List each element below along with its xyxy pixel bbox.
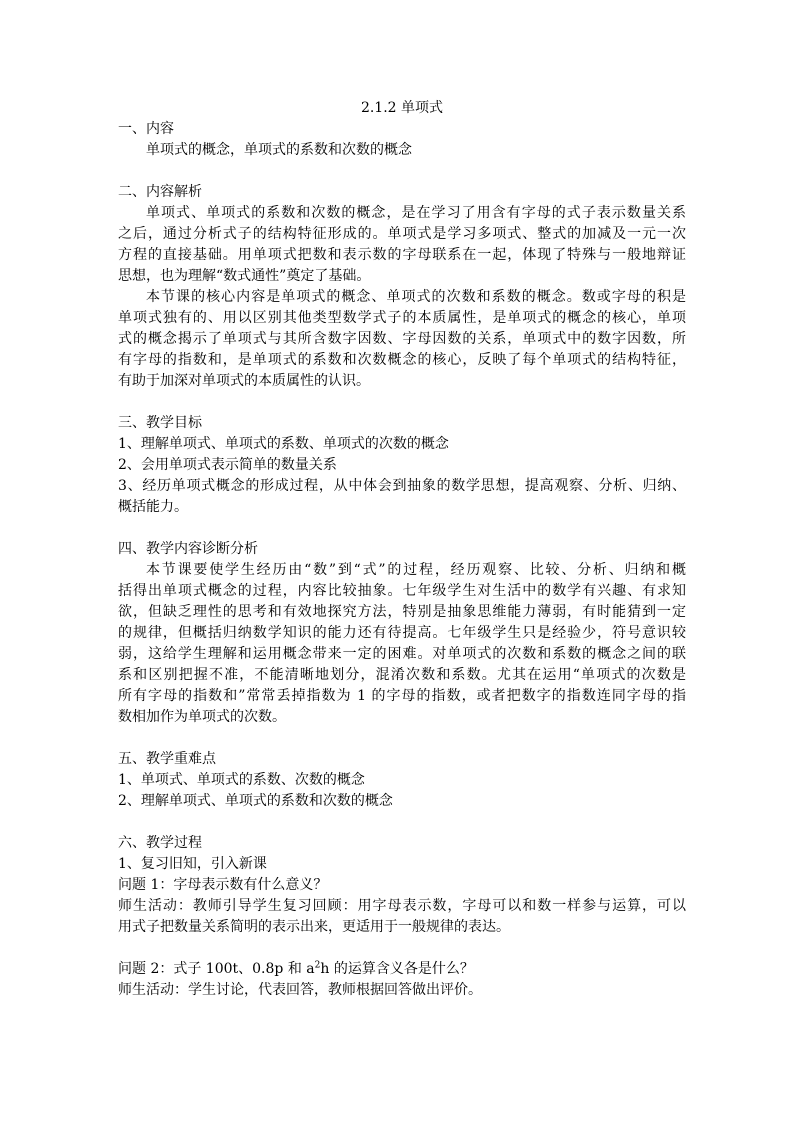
- answer-2: 师生活动：学生讨论，代表回答，教师根据回答做出评价。: [118, 982, 482, 998]
- question-2-prefix: 问题 2：式子 100t、0.8p 和 a: [118, 961, 315, 977]
- paragraph-line: 有字母的指数和，是单项式的系数和次数概念的核心，反映了每个单项式的结构特征，: [118, 352, 686, 368]
- paragraph-line: 单项式独有的、用以区别其他类型数学式子的本质属性，是单项式的概念的核心，单项: [118, 310, 686, 326]
- goal-item-3: [118, 476, 686, 518]
- section-heading-key-points: 五、教学重难点: [118, 751, 216, 767]
- section-heading-content: 一、内容: [118, 121, 174, 137]
- exponent: 2: [314, 960, 321, 971]
- section-heading-analysis: 二、内容解析: [118, 184, 202, 200]
- section-heading-diagnosis: 四、教学内容诊断分析: [118, 541, 258, 557]
- spacer: [118, 518, 686, 539]
- paragraph-line: 本节课的核心内容是单项式的概念、单项式的次数和系数的概念。数或字母的积是: [146, 289, 686, 305]
- paragraph-line: 弱，这给学生理解和运用概念带来一定的困难。对单项式的次数和系数的概念之间的联: [118, 646, 686, 662]
- key-point-item: 1、单项式、单项式的系数、次数的概念: [118, 772, 365, 788]
- spacer: [118, 812, 686, 833]
- process-step: 1、复习旧知，引入新课: [118, 856, 267, 872]
- paragraph-line: 有助于加深对单项式的本质属性的认识。: [118, 373, 370, 389]
- question-2: [118, 959, 686, 980]
- paragraph-line: 师生活动：教师引导学生复习回顾：用字母表示数，字母可以和数一样参与运算，可以: [118, 898, 686, 914]
- content-line: 单项式的概念，单项式的系数和次数的概念: [146, 142, 412, 158]
- paragraph-line: 方程的直接基础。用单项式把数和表示数的字母联系在一起，体现了特殊与一般地辩证: [118, 247, 686, 263]
- question-1: 问题 1：字母表示数有什么意义？: [118, 877, 328, 893]
- paragraph-line: 欲，但缺乏理性的思考和有效地探究方法，特别是抽象思维能力薄弱，有时能猜到一定: [118, 604, 686, 620]
- answer-1: [118, 896, 686, 938]
- paragraph-line: 的规律，但概括归纳数学知识的能力还有待提高。七年级学生只是经验少，符号意识较: [118, 625, 686, 641]
- diagnosis-paragraph: [118, 560, 686, 728]
- section-heading-goals: 三、教学目标: [118, 415, 202, 431]
- paragraph-line: 式的概念揭示了单项式与其所含数字因数、字母因数的关系，单项式中的数字因数，所: [118, 331, 686, 347]
- paragraph-line: 括得出单项式概念的过程，内容比较抽象。七年级学生对生活中的数学有兴趣、有求知: [118, 583, 686, 599]
- paragraph-line: 之后，通过分析式子的结构特征形成的。单项式是学习多项式、整式的加减及一元一次: [118, 226, 686, 242]
- document-page: [118, 98, 686, 1001]
- spacer: [118, 728, 686, 749]
- paragraph-line: 数相加作为单项式的次数。: [118, 709, 286, 725]
- section-heading-process: 六、教学过程: [118, 835, 202, 851]
- question-2-suffix: h 的运算含义各是什么？: [320, 961, 474, 977]
- spacer: [118, 392, 686, 413]
- paragraph-line: 单项式、单项式的系数和次数的概念，是在学习了用含有字母的式子表示数量关系: [146, 205, 686, 221]
- paragraph-line: 所有字母的指数和”常常丢掉指数为 1 的字母的指数，或者把数字的指数连同字母的指: [118, 688, 686, 704]
- paragraph-line: 概括能力。: [118, 499, 188, 515]
- paragraph-line: 用式子把数量关系简明的表示出来，更适用于一般规律的表达。: [118, 919, 510, 935]
- spacer: [118, 161, 686, 182]
- paragraph-line: 系和区别把握不准，不能清晰地划分，混淆次数和系数。尤其在运用“单项式的次数是: [118, 667, 686, 683]
- paragraph-line: 3、经历单项式概念的形成过程，从中体会到抽象的数学思想，提高观察、分析、归纳、: [118, 478, 686, 494]
- analysis-paragraph-2: [118, 287, 686, 392]
- goal-item: 2、会用单项式表示简单的数量关系: [118, 457, 337, 473]
- analysis-paragraph-1: [118, 203, 686, 287]
- document-title: 2.1.2 单项式: [360, 100, 444, 116]
- goal-item: 1、理解单项式、单项式的系数、单项式的次数的概念: [118, 436, 449, 452]
- paragraph-line: 思想，也为理解“数式通性”奠定了基础。: [118, 268, 371, 284]
- paragraph-line: 本节课要使学生经历由“数”到“式”的过程，经历观察、比较、分析、归纳和概: [146, 562, 686, 578]
- key-point-item: 2、理解单项式、单项式的系数和次数的概念: [118, 793, 393, 809]
- spacer: [118, 938, 686, 959]
